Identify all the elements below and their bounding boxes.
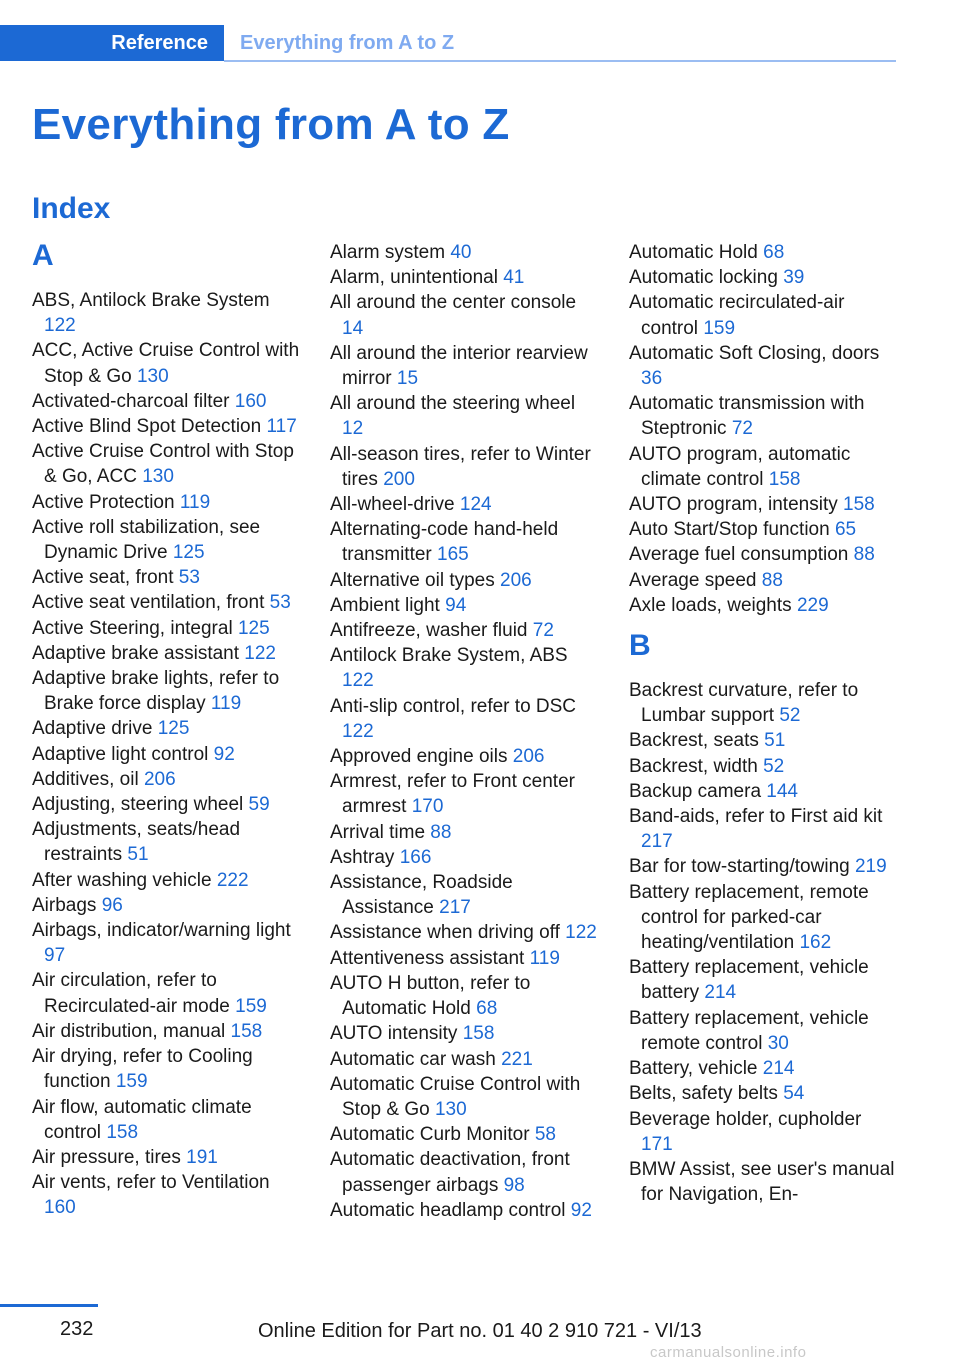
- index-entry: [629, 442, 897, 492]
- index-entry: [32, 817, 300, 867]
- index-entry: [629, 542, 897, 567]
- running-header: [0, 25, 896, 63]
- page-reference-link[interactable]: 125: [157, 718, 190, 740]
- index-entry: [32, 1145, 300, 1170]
- index-entry-text: Airbags: [32, 894, 97, 916]
- index-entry: [629, 728, 897, 753]
- index-entry-text: Bar for tow-starting/towing: [629, 856, 850, 878]
- index-entry: [32, 893, 300, 918]
- index-entry: [330, 568, 598, 593]
- index-entry: [629, 517, 897, 542]
- index-entry: [330, 1198, 598, 1223]
- index-entry: [629, 1107, 897, 1157]
- index-entry: [330, 946, 598, 971]
- index-entry: [330, 391, 598, 441]
- index-entry-text: Automatic headlamp control: [330, 1199, 566, 1221]
- index-entry: [32, 641, 300, 666]
- index-entry-text: AUTO program, automatic climate control: [629, 443, 851, 490]
- index-entry: [32, 1019, 300, 1044]
- index-entry: [32, 792, 300, 817]
- index-entry-text: Adaptive brake assistant: [32, 642, 240, 664]
- page-reference-link[interactable]: 206: [143, 768, 176, 790]
- index-entry-text: Anti-slip control, refer to DSC: [330, 695, 577, 717]
- index-entry-text: Active seat ventilation, front: [32, 592, 265, 614]
- edition-note: Online Edition for Part no. 01 40 2 910 721 - VI/13: [258, 1320, 702, 1342]
- index-entry: [629, 854, 897, 879]
- page-reference-link[interactable]: 88: [761, 569, 783, 591]
- index-entry-text: Activated-charcoal filter: [32, 390, 230, 412]
- index-entry-text: Approved engine oils: [330, 746, 508, 768]
- index-entry-text: Arrival time: [330, 821, 426, 843]
- index-entry-text: Battery replacement, vehicle battery: [629, 957, 869, 1004]
- index-entry: [629, 391, 897, 441]
- page-reference-link[interactable]: 53: [178, 567, 200, 589]
- index-entry: [32, 716, 300, 741]
- index-entry-text: Alternating-code hand-held transmitter: [330, 519, 559, 566]
- page-reference-link[interactable]: 158: [106, 1121, 139, 1143]
- index-entry-text: ABS, Antilock Brake System: [32, 290, 270, 311]
- page-reference-link[interactable]: 119: [179, 491, 211, 513]
- page-reference-link[interactable]: 15: [396, 368, 419, 390]
- index-entry-text: AUTO program, intensity: [629, 494, 838, 516]
- index-entry: [32, 414, 300, 439]
- section-tab: Reference: [0, 25, 224, 61]
- index-entry: [330, 1047, 598, 1072]
- index-entry-text: Active Cruise Control with Stop & Go, ACC: [32, 441, 294, 488]
- index-entry: [330, 265, 598, 290]
- page-reference-link[interactable]: 51: [764, 730, 786, 752]
- page-reference-link[interactable]: 160: [234, 390, 267, 412]
- index-entry: [330, 1072, 598, 1122]
- index-entry: [330, 744, 598, 769]
- index-entry: [32, 490, 300, 515]
- index-entry-text: BMW Assist, see user's manual for Navigation, En-: [629, 1158, 895, 1206]
- index-entry: [32, 666, 300, 716]
- index-entry: [32, 918, 300, 968]
- index-entry-text: Adaptive drive: [32, 718, 153, 740]
- index-entry: [330, 643, 598, 693]
- page-reference-link[interactable]: 130: [434, 1098, 467, 1120]
- page-reference-link[interactable]: 98: [503, 1174, 525, 1196]
- index-entry: [629, 1081, 897, 1106]
- index-entry: [32, 590, 300, 615]
- page-reference-link[interactable]: 41: [503, 267, 525, 289]
- index-entry: [629, 779, 897, 804]
- index-entry-text: Adjusting, steering wheel: [32, 794, 244, 816]
- page-reference-link[interactable]: 158: [230, 1020, 263, 1042]
- page-reference-link[interactable]: 119: [210, 693, 242, 715]
- index-entry: [330, 694, 598, 744]
- index-entry-text: After washing vehicle: [32, 869, 212, 891]
- index-entry-text: Airbags, indicator/warning light: [32, 920, 291, 942]
- index-entry-text: Axle loads, weights: [629, 594, 792, 616]
- index-entry: [330, 517, 598, 567]
- page-reference-link[interactable]: 191: [186, 1146, 218, 1168]
- index-entry-text: Antilock Brake System, ABS: [330, 645, 568, 667]
- page-reference-link[interactable]: 72: [532, 620, 554, 642]
- index-entry-text: Band-aids, refer to First aid kit: [629, 806, 883, 828]
- index-entry: [629, 593, 897, 618]
- index-entry-text: Air pressure, tires: [32, 1146, 181, 1168]
- index-entry: [330, 845, 598, 870]
- page-reference-link[interactable]: 159: [235, 995, 267, 1017]
- page-reference-link[interactable]: 39: [783, 267, 805, 289]
- index-entry-text: Automatic transmission with Steptronic: [629, 393, 865, 440]
- page-reference-link[interactable]: 68: [763, 242, 785, 263]
- index-entry: [32, 968, 300, 1018]
- index-entry: [330, 240, 598, 265]
- index-entry-text: Automatic deactivation, front passenger airbags: [330, 1149, 570, 1196]
- index-column-2: [330, 240, 598, 1223]
- watermark: carmanualsonline.info: [650, 1344, 807, 1361]
- index-entry-text: Air distribution, manual: [32, 1020, 226, 1042]
- page-reference-link[interactable]: 54: [783, 1083, 805, 1105]
- index-entry-text: AUTO intensity: [330, 1023, 458, 1045]
- index-entry: [629, 678, 897, 728]
- index-entry: [32, 616, 300, 641]
- page-reference-link[interactable]: 221: [501, 1048, 533, 1070]
- page-reference-link[interactable]: 14: [342, 317, 364, 339]
- index-entry: [629, 341, 897, 391]
- index-entry: [32, 389, 300, 414]
- index-entry-text: Air flow, automatic climate control: [32, 1096, 252, 1143]
- index-entry-text: Adaptive light control: [32, 743, 209, 765]
- index-entry-text: Backrest, width: [629, 755, 758, 777]
- index-entry: [330, 1021, 598, 1046]
- index-entry-text: Automatic Curb Monitor: [330, 1124, 530, 1146]
- index-entry-text: Attentiveness assistant: [330, 947, 525, 969]
- page-reference-link[interactable]: 217: [641, 831, 673, 853]
- page-reference-link[interactable]: 59: [248, 794, 270, 816]
- index-entry-text: All-wheel-drive: [330, 494, 455, 516]
- index-entry-text: Active Protection: [32, 491, 175, 513]
- page-reference-link[interactable]: 130: [142, 466, 174, 488]
- page-reference-link[interactable]: 219: [854, 856, 887, 878]
- page-reference-link[interactable]: 122: [44, 315, 76, 337]
- page-reference-link[interactable]: 222: [216, 869, 249, 891]
- page-reference-link[interactable]: 58: [534, 1124, 556, 1146]
- index-entry-text: Additives, oil: [32, 768, 139, 790]
- index-entry: [32, 742, 300, 767]
- index-entry: [629, 1056, 897, 1081]
- index-entry: [330, 769, 598, 819]
- index-entry-text: Ashtray: [330, 846, 395, 868]
- page-reference-link[interactable]: 96: [101, 894, 123, 916]
- index-entry-text: Belts, safety belts: [629, 1083, 778, 1105]
- index-entry-text: Air vents, refer to Ventilation: [32, 1172, 270, 1194]
- index-entry: [32, 288, 300, 338]
- page-reference-link[interactable]: 92: [570, 1199, 592, 1221]
- page-reference-link[interactable]: 122: [342, 720, 374, 742]
- index-entry: [629, 290, 897, 340]
- page-reference-link[interactable]: 170: [411, 796, 444, 818]
- page-reference-link[interactable]: 159: [703, 317, 736, 339]
- index-entry-text: Active Blind Spot Detection: [32, 416, 262, 438]
- index-entry-text: Adaptive brake lights, refer to Brake force display: [32, 668, 280, 715]
- index-entry-text: Air circulation, refer to Recirculated-air mode: [32, 970, 230, 1017]
- page-reference-link[interactable]: 88: [853, 544, 875, 566]
- page-reference-link[interactable]: 30: [767, 1032, 789, 1054]
- page-reference-link[interactable]: 125: [172, 542, 205, 564]
- page-reference-link[interactable]: 130: [136, 365, 169, 387]
- index-entry-text: Alternative oil types: [330, 569, 495, 591]
- page-reference-link[interactable]: 166: [399, 846, 432, 868]
- index-entry-text: Battery replacement, remote control for parked-car heating/ventilation: [629, 881, 869, 954]
- header-rule: [224, 60, 896, 62]
- index-entry-text: Assistance, Roadside Assistance: [330, 872, 513, 919]
- page-reference-link[interactable]: 119: [529, 947, 560, 969]
- chapter-tab: Everything from A to Z: [240, 32, 455, 54]
- index-entry-text: Automatic Soft Closing, doors: [629, 342, 880, 364]
- index-entry-text: Average speed: [629, 569, 757, 591]
- index-entry: [330, 290, 598, 340]
- index-entry: [330, 341, 598, 391]
- index-entry-text: AUTO H button, refer to Automatic Hold: [330, 972, 531, 1020]
- page-reference-link[interactable]: 51: [127, 844, 149, 866]
- page-reference-link[interactable]: 97: [44, 945, 66, 967]
- index-entry: [330, 442, 598, 492]
- page-reference-link[interactable]: 200: [383, 468, 415, 490]
- index-entry: [330, 492, 598, 517]
- page-reference-link[interactable]: 229: [796, 594, 829, 616]
- page-reference-link[interactable]: 206: [512, 746, 545, 768]
- index-entry: [330, 971, 598, 1021]
- index-entry-text: Automatic recirculated-air control: [629, 292, 845, 339]
- index-entry-text: Antifreeze, washer fluid: [330, 620, 528, 642]
- page-reference-link[interactable]: 162: [799, 932, 832, 954]
- index-heading: Index: [32, 192, 111, 225]
- index-entry: [629, 240, 897, 265]
- index-entry: [32, 338, 300, 388]
- page-reference-link[interactable]: 122: [565, 922, 597, 944]
- index-entry-text: All-season tires, refer to Winter tires: [330, 443, 591, 490]
- page-reference-link[interactable]: 117: [266, 416, 297, 438]
- index-entry-text: Backrest, seats: [629, 730, 759, 752]
- page-reference-link[interactable]: 214: [704, 982, 737, 1004]
- index-entry: [330, 593, 598, 618]
- page-reference-link[interactable]: 206: [500, 569, 532, 591]
- index-entry: [629, 955, 897, 1005]
- page-reference-link[interactable]: 214: [762, 1058, 795, 1080]
- index-entry: [629, 880, 897, 956]
- index-entry: [330, 1122, 598, 1147]
- index-entry: [32, 1044, 300, 1094]
- index-column-3: [629, 240, 897, 1207]
- index-entry: [629, 754, 897, 779]
- page-reference-link[interactable]: 65: [834, 519, 857, 541]
- page-reference-link[interactable]: 53: [269, 592, 291, 614]
- index-entry-text: Beverage holder, cupholder: [629, 1108, 862, 1130]
- index-entry: [629, 492, 897, 517]
- index-entry: [32, 767, 300, 792]
- index-entry: [629, 1157, 897, 1207]
- page-number: 232: [60, 1318, 94, 1340]
- page-reference-link[interactable]: 68: [476, 998, 498, 1020]
- page-reference-link[interactable]: 122: [244, 642, 276, 664]
- page-reference-link[interactable]: 165: [437, 544, 469, 566]
- index-entry-text: Battery replacement, vehicle remote control: [629, 1007, 869, 1054]
- index-entry: [32, 565, 300, 590]
- index-entry-text: Active roll stabilization, see Dynamic Drive: [32, 516, 261, 564]
- index-entry-text: Automatic Hold: [629, 242, 758, 263]
- page-reference-link[interactable]: 88: [430, 821, 452, 843]
- page-reference-link[interactable]: 125: [237, 617, 270, 639]
- index-entry-text: Alarm, unintentional: [330, 267, 498, 289]
- index-entry-text: Automatic car wash: [330, 1048, 496, 1070]
- page-reference-link[interactable]: 159: [115, 1071, 148, 1093]
- index-entry-text: Active seat, front: [32, 567, 174, 589]
- index-entry: [330, 618, 598, 643]
- page-reference-link[interactable]: 92: [213, 743, 235, 765]
- index-entry-text: All around the center console: [330, 292, 577, 314]
- index-entry: [629, 1006, 897, 1056]
- index-entry-text: Average fuel consumption: [629, 544, 849, 566]
- index-entry-text: Backrest curvature, refer to Lumbar support: [629, 680, 859, 727]
- index-entry-text: Automatic Cruise Control with Stop & Go: [330, 1073, 581, 1120]
- page-reference-link[interactable]: 36: [641, 368, 663, 390]
- index-entry-text: All around the interior rearview mirror: [330, 342, 588, 390]
- index-entry-text: Auto Start/Stop function: [629, 519, 830, 541]
- index-entry: [32, 439, 300, 489]
- index-entry: [629, 265, 897, 290]
- index-entry: [32, 868, 300, 893]
- index-entry: [32, 1095, 300, 1145]
- page-reference-link[interactable]: 12: [342, 418, 364, 440]
- index-entry: [32, 515, 300, 565]
- page-reference-link[interactable]: 158: [462, 1023, 495, 1045]
- index-entry-text: Adjustments, seats/head restraints: [32, 819, 241, 866]
- index-entry-text: Alarm system: [330, 242, 446, 263]
- page-reference-link[interactable]: 144: [766, 780, 798, 802]
- index-entry-text: Active Steering, integral: [32, 617, 233, 639]
- index-entry: [330, 1147, 598, 1197]
- index-entry: [330, 820, 598, 845]
- page-reference-link[interactable]: 171: [641, 1133, 673, 1155]
- index-entry-text: Air drying, refer to Cooling function: [32, 1046, 253, 1093]
- page-reference-link[interactable]: 160: [44, 1197, 76, 1219]
- index-entry-text: Armrest, refer to Front center armrest: [330, 771, 575, 818]
- page-reference-link[interactable]: 158: [768, 468, 801, 490]
- page-reference-link[interactable]: 124: [459, 494, 492, 516]
- page-reference-link[interactable]: 72: [731, 418, 753, 440]
- index-entry-text: Assistance when driving off: [330, 922, 560, 944]
- index-entry: [629, 804, 897, 854]
- page-reference-link[interactable]: 122: [342, 670, 374, 692]
- footer-rule: [0, 1304, 98, 1307]
- index-letter-heading: A: [32, 239, 54, 272]
- index-letter-heading: B: [629, 629, 651, 663]
- page-reference-link[interactable]: 52: [763, 755, 785, 777]
- index-entry-text: Automatic locking: [629, 267, 778, 289]
- page-reference-link[interactable]: 40: [450, 242, 472, 263]
- index-entry: [330, 870, 598, 920]
- index-entry-text: Backup camera: [629, 780, 762, 802]
- page-reference-link[interactable]: 94: [445, 594, 467, 616]
- index-entry-text: Battery, vehicle: [629, 1058, 758, 1080]
- index-entry-text: All around the steering wheel: [330, 393, 576, 415]
- page-title: Everything from A to Z: [32, 100, 510, 149]
- index-entry-text: Ambient light: [330, 594, 440, 616]
- index-entry: [32, 1170, 300, 1220]
- index-entry: [629, 568, 897, 593]
- page-reference-link[interactable]: 158: [843, 494, 875, 516]
- index-entry: [330, 920, 598, 945]
- index-column-1: [32, 240, 300, 1221]
- index-entry-text: ACC, Active Cruise Control with Stop & Go: [32, 340, 300, 387]
- page-reference-link[interactable]: 217: [439, 897, 471, 919]
- page-reference-link[interactable]: 52: [779, 705, 801, 727]
